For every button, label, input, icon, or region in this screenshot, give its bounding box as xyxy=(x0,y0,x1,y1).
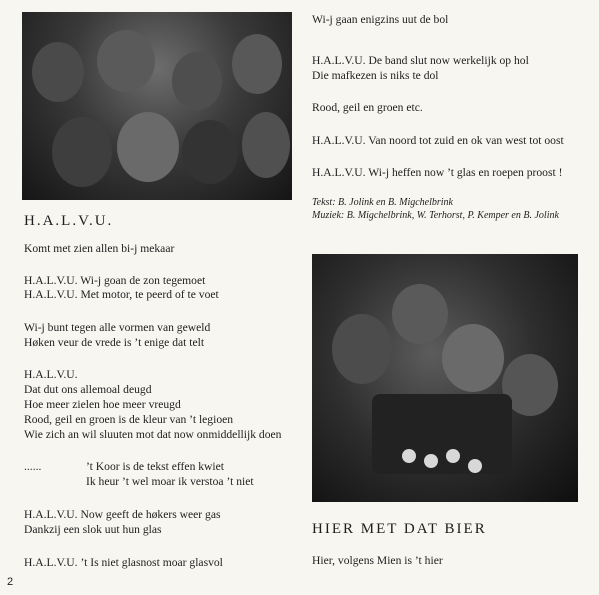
lyric-line: H.A.L.V.U. xyxy=(24,368,78,381)
lyric-line: H.A.L.V.U. Now geeft de høkers weer gas xyxy=(24,508,221,521)
lyric-line: H.A.L.V.U. Wi-j heffen now ’t glas en roepen proost ! xyxy=(312,166,563,179)
credit-music: Muziek: B. Migchelbrink, W. Terhorst, P. Kemper en B. Jolink xyxy=(312,210,559,221)
lyric-line: H.A.L.V.U. Met motor, te peerd of te voet xyxy=(24,288,219,301)
lyric-line: H.A.L.V.U. Van noord tot zuid en ok van west tot oost xyxy=(312,134,564,147)
credit-text: Tekst: B. Jolink en B. Migchelbrink xyxy=(312,197,453,208)
lyric-ellipsis: ...... xyxy=(24,460,42,473)
lyric-line: Ik heur ’t wel moar ik verstoa ’t niet xyxy=(86,475,254,488)
lyric-line: Wi-j gaan enigzins uut de bol xyxy=(312,13,449,26)
song-title-hier-met-dat-bier: HIER MET DAT BIER xyxy=(312,521,487,537)
lyric-line: Rood, geil en groen etc. xyxy=(312,101,423,114)
lyric-line: Hoe meer zielen hoe meer vreugd xyxy=(24,398,181,411)
lyric-line: Komt met zien allen bi-j mekaar xyxy=(24,242,175,255)
lyric-line: Wi-j bunt tegen alle vormen van geweld xyxy=(24,321,211,334)
lyric-line: Høken veur de vrede is ’t enige dat telt xyxy=(24,336,205,349)
song-title-halvu: H.A.L.V.U. xyxy=(24,213,114,229)
lyric-line: Dat dut ons allemoal deugd xyxy=(24,383,152,396)
lyric-line: Hier, volgens Mien is ’t hier xyxy=(312,554,443,567)
lyric-line: H.A.L.V.U. ’t Is niet glasnost moar glasvol xyxy=(24,556,223,569)
bar-photo xyxy=(312,254,578,502)
band-photo xyxy=(22,12,292,200)
lyric-line: Dankzij een slok uut hun glas xyxy=(24,523,162,536)
lyric-line: Die mafkezen is niks te dol xyxy=(312,69,439,82)
lyric-line: H.A.L.V.U. De band slut now werkelijk op hol xyxy=(312,54,529,67)
page-number: 2 xyxy=(7,576,14,588)
lyric-line: H.A.L.V.U. Wi-j goan de zon tegemoet xyxy=(24,274,206,287)
lyric-line: Wie zich an wil sluuten mot dat now onmiddellijk doen xyxy=(24,428,282,441)
lyric-line: ’t Koor is de tekst effen kwiet xyxy=(86,460,225,473)
lyric-line: Rood, geil en groen is de kleur van ’t legioen xyxy=(24,413,234,426)
